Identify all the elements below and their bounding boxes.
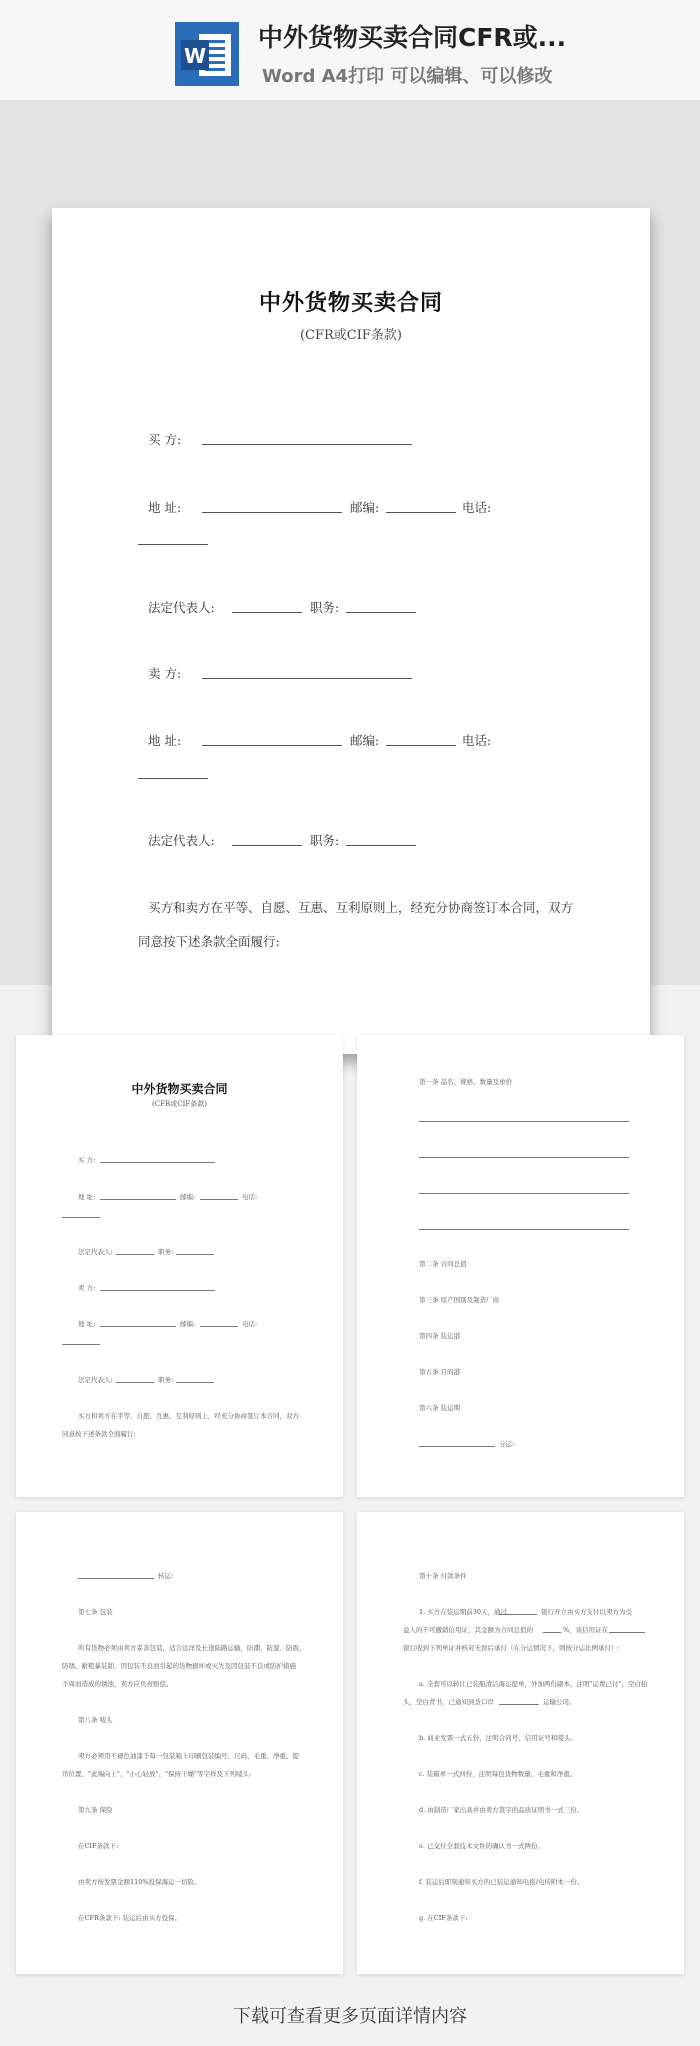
contract-title: 中外货物买卖合同 (131, 1082, 228, 1096)
marks-text-2: 吊位置、"此端向上"、"小心轻放"、"保持干燥"等字样及下列唛头: (62, 1770, 252, 1778)
packing-text-3: 不周而造成的锈蚀，卖方应负责赔偿。 (62, 1680, 173, 1688)
phone-label: 电话: (462, 500, 492, 515)
cfr-text: 在CFR条款下: 装运后由买方投保。 (78, 1914, 182, 1922)
blank-line (499, 1614, 537, 1615)
position-label: 职务: (158, 1376, 174, 1384)
phone-line (138, 544, 208, 545)
article-9: 第九条 保险 (78, 1806, 113, 1814)
header (0, 0, 700, 100)
partial-shipment-label: 分运: (499, 1440, 515, 1448)
address-line (100, 1326, 176, 1327)
position-line (176, 1382, 214, 1383)
address-label: 地 址: (148, 733, 182, 748)
article-5: 第五条 目的港 (419, 1368, 461, 1376)
word-icon (175, 22, 239, 86)
blank-line (419, 1229, 629, 1230)
blank-line (419, 1193, 629, 1194)
preamble-line-2: 同意按下述条款全面履行: (138, 934, 280, 949)
position-line (346, 612, 416, 613)
thumbnail-page-3 (16, 1512, 343, 1974)
preamble-line-2: 同意按下述条款全面履行: (62, 1430, 136, 1438)
position-line (346, 845, 416, 846)
postcode-line (200, 1326, 238, 1327)
payment-text-1: 1. 买方在装运期前30天，通过 (419, 1608, 508, 1616)
phone-line (62, 1217, 100, 1218)
buyer-line (202, 444, 412, 445)
docs-a-1: a. 全套可以转让已装船清洁海运提单，外加两份副本，注明"运费已付"，空白抬 (419, 1680, 648, 1688)
address-label: 地 址: (148, 500, 182, 515)
rep-label: 法定代表人: (78, 1376, 113, 1384)
packing-text-1: 所有货物必须由卖方妥善包装，适合远洋及长途陆路运输，防潮、防湿、防震、 (78, 1644, 306, 1652)
insurance-text: 由卖方按发票金额110%投保海运一切险。 (78, 1878, 201, 1886)
article-4: 第四条 装运港 (419, 1332, 461, 1340)
docs-e: e. 已交付全套技术文件的确认书一式两份。 (419, 1842, 544, 1850)
thumbnail-page-2 (357, 1035, 684, 1497)
contract-subtitle: (CFR或CIF条款) (299, 328, 402, 343)
docs-f: f. 装运后即刻通知买方的已装运通知电报/电传附本一份。 (419, 1878, 584, 1886)
payment-text-5: 银行收到下列单证并核对无误后承付（在分运情况下，则按分运比例承付）: (403, 1644, 620, 1652)
cif-label: 在CIF条款下: (78, 1842, 119, 1850)
contract-subtitle: (CFR或CIF条款) (152, 1100, 207, 1108)
blank-line (499, 1704, 539, 1705)
docs-b: b. 商业发票一式五份，注明合同号、信用证号和唛头。 (419, 1734, 577, 1742)
seller-label: 卖 方: (78, 1284, 96, 1292)
position-label: 职务: (310, 600, 340, 615)
rep-line (116, 1254, 154, 1255)
docs-a-3: 运输公司。 (543, 1698, 576, 1706)
download-more-link[interactable] (0, 2006, 700, 2046)
postcode-line (386, 512, 456, 513)
address-line (100, 1199, 176, 1200)
rep-line (232, 845, 302, 846)
docs-d: d. 由制造厂家出具并由卖方签字的品质证明书一式三份。 (419, 1806, 584, 1814)
phone-label: 电话: (462, 733, 492, 748)
blank-line (78, 1578, 154, 1579)
article-8: 第八条 唛头 (78, 1716, 113, 1724)
address-line (202, 512, 342, 513)
transshipment-label: 转运: (158, 1572, 174, 1580)
preamble-line-1: 买方和卖方在平等、自愿、互惠、互利原则上，经充分协商签订本合同，双方 (148, 900, 574, 915)
docs-c: c. 装箱单一式四份，注明每包货物数量、毛重和净重。 (419, 1770, 577, 1778)
blank-line (419, 1157, 629, 1158)
rep-line (232, 612, 302, 613)
article-10: 第十条 付款条件 (419, 1572, 467, 1580)
blank-line (609, 1632, 645, 1633)
article-2: 第二条 合同总值 (419, 1260, 467, 1268)
blank-line (419, 1446, 495, 1447)
rep-label: 法定代表人: (78, 1248, 113, 1256)
rep-label: 法定代表人: (148, 833, 215, 848)
postcode-label: 邮编: (350, 733, 380, 748)
rep-label: 法定代表人: (148, 600, 215, 615)
seller-line (202, 678, 412, 679)
rep-line (116, 1382, 154, 1383)
thumbnail-page-4 (357, 1512, 684, 1974)
docs-a-2: 头，空白背书，已通知到货口岸 (403, 1698, 494, 1706)
address-label: 地 址: (78, 1193, 96, 1201)
svg-text:W: W (183, 44, 207, 68)
download-more-text[interactable]: 下载可查看更多页面详情内容 (233, 2006, 467, 2027)
payment-text-3: 益人的不可撤销信用证，其金额为合同总值的 (403, 1626, 533, 1634)
payment-text-2: 银行开立由买方支付以卖方为受 (541, 1608, 632, 1616)
blank-line (419, 1121, 629, 1122)
thumbnail-page-1 (16, 1035, 343, 1497)
buyer-label: 买 方: (148, 432, 182, 447)
seller-line (100, 1290, 215, 1291)
article-3: 第三条 原产国别及制造厂商 (419, 1296, 500, 1304)
packing-text-2: 防锈、耐粗暴装卸，因包装不良而引起的货物损坏或灭失及因包装不良或防护措施 (62, 1662, 296, 1670)
document-subtitle: Word A4打印 可以编辑、可以修改 (262, 66, 553, 87)
position-line (176, 1254, 214, 1255)
postcode-line (200, 1199, 238, 1200)
postcode-line (386, 745, 456, 746)
preamble-line-1: 买方和卖方在平等、自愿、互惠、互利原则上，经充分协商签订本合同，双方 (78, 1412, 299, 1420)
article-6: 第六条 装运期 (419, 1404, 461, 1412)
article-1: 第一条 品名、规格、数量及单价 (419, 1078, 513, 1086)
phone-label: 电话: (242, 1320, 258, 1328)
buyer-line (100, 1162, 215, 1163)
marks-text-1: 卖方必须用不褪色油漆于每一包装箱上印刷包装编号、尺码、毛重、净重、提 (78, 1752, 299, 1760)
phone-line (62, 1344, 100, 1345)
address-label: 地 址: (78, 1320, 96, 1328)
postcode-label: 邮编: (180, 1193, 196, 1201)
position-label: 职务: (158, 1248, 174, 1256)
postcode-label: 邮编: (350, 500, 380, 515)
phone-line (138, 778, 208, 779)
seller-label: 卖 方: (148, 666, 182, 681)
blank-line (543, 1632, 561, 1633)
phone-label: 电话: (242, 1193, 258, 1201)
document-title: 中外货物买卖合同CFR或... (258, 23, 567, 52)
position-label: 职务: (310, 833, 340, 848)
main-page-preview (52, 208, 650, 1054)
preview-area (0, 100, 700, 985)
postcode-label: 邮编: (180, 1320, 196, 1328)
article-7: 第七条 包装 (78, 1608, 113, 1616)
payment-text-4: %，该信用证在 (563, 1626, 609, 1634)
contract-title: 中外货物买卖合同 (258, 290, 443, 316)
address-line (202, 745, 342, 746)
buyer-label: 买 方: (78, 1156, 96, 1164)
docs-g: g. 在CIF条款下: (419, 1914, 468, 1922)
